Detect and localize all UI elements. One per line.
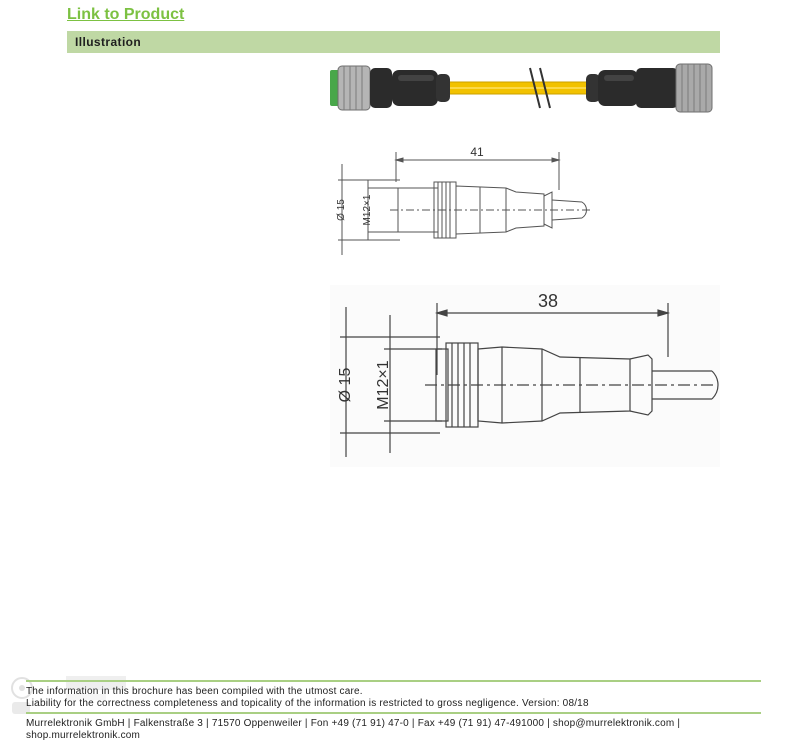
large-thread-label: M12×1 xyxy=(375,360,392,410)
small-length-label: 41 xyxy=(470,145,484,159)
section-title: Illustration xyxy=(75,35,142,49)
illustration-section-header xyxy=(67,31,720,53)
large-dimension-drawing xyxy=(330,285,720,467)
large-diameter-label: Ø 15 xyxy=(337,367,354,403)
footer-disclaimer-line2: Liability for the correctness completeness and topicality of the information is restricted to gross negligence. Version: 08/18 xyxy=(26,698,589,709)
male-connector xyxy=(330,66,450,110)
link-to-product[interactable]: Link to Product xyxy=(67,6,185,23)
footer-shop-link[interactable]: shop.murrelektronik.com xyxy=(26,730,141,741)
cable-product-photo xyxy=(330,60,720,124)
large-length-label: 38 xyxy=(537,291,559,311)
small-diameter-label: Ø 15 xyxy=(336,199,347,221)
footer-address-line1: Murrelektronik GmbH | Falkenstraße 3 | 71570 Oppenweiler | Fon +49 (71 91) 47-0 | Fax +49 (71 91) 47-491000 | shop@murrelektronik.com | xyxy=(26,718,681,729)
footer-divider-top xyxy=(26,680,761,682)
small-thread-label: M12×1 xyxy=(362,194,373,226)
footer-disclaimer-line1: The information in this brochure has been compiled with the utmost care. xyxy=(26,686,363,697)
female-connector xyxy=(586,64,712,112)
footer-divider-bottom xyxy=(26,712,761,714)
small-dimension-drawing xyxy=(330,140,610,262)
